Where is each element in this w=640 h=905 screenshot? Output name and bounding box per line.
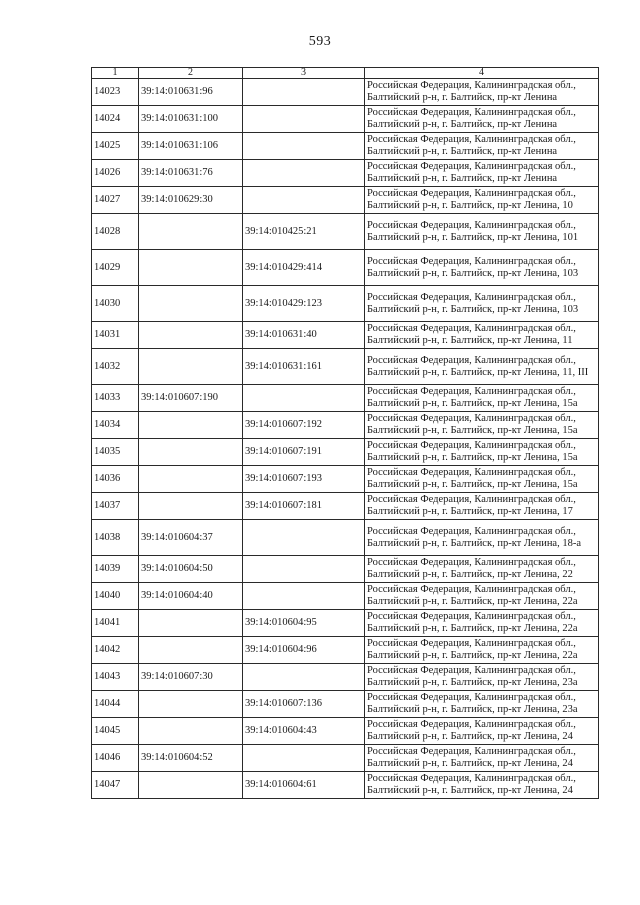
column-header-3: 3 — [243, 68, 365, 79]
cadastral-number-cell: 39:14:010607:190 — [139, 385, 243, 412]
address-cell: Российская Федерация, Калининградская обл., Балтийский р-н, г. Балтийск, пр-кт Ленина, 22 — [365, 556, 599, 583]
table-row — [92, 79, 599, 106]
record-number-cell: 14034 — [92, 412, 139, 439]
cadastral-number-cell — [243, 520, 365, 556]
cadastral-number-cell — [243, 160, 365, 187]
record-number-cell: 14044 — [92, 691, 139, 718]
table-row — [92, 691, 599, 718]
record-number-cell: 14046 — [92, 745, 139, 772]
column-header-1: 1 — [92, 68, 139, 79]
record-number-cell: 14038 — [92, 520, 139, 556]
cadastral-number-cell: 39:14:010607:192 — [243, 412, 365, 439]
record-number-cell: 14023 — [92, 79, 139, 106]
cadastral-number-cell — [243, 556, 365, 583]
registry-table-body — [92, 68, 599, 799]
table-row — [92, 286, 599, 322]
record-number-cell: 14039 — [92, 556, 139, 583]
table-row — [92, 664, 599, 691]
table-row — [92, 322, 599, 349]
cadastral-number-cell — [243, 385, 365, 412]
cadastral-number-cell — [139, 610, 243, 637]
cadastral-number-cell: 39:14:010631:106 — [139, 133, 243, 160]
cadastral-number-cell: 39:14:010604:96 — [243, 637, 365, 664]
cadastral-number-cell: 39:14:010631:76 — [139, 160, 243, 187]
cadastral-number-cell — [243, 133, 365, 160]
cadastral-number-cell: 39:14:010425:21 — [243, 214, 365, 250]
address-cell: Российская Федерация, Калининградская обл., Балтийский р-н, г. Балтийск, пр-кт Ленина — [365, 160, 599, 187]
table-row — [92, 772, 599, 799]
table-row — [92, 439, 599, 466]
cadastral-number-cell — [243, 106, 365, 133]
table-row — [92, 610, 599, 637]
table-row — [92, 556, 599, 583]
address-cell: Российская Федерация, Калининградская обл., Балтийский р-н, г. Балтийск, пр-кт Ленина, 24 — [365, 772, 599, 799]
cadastral-number-cell: 39:14:010604:52 — [139, 745, 243, 772]
address-cell: Российская Федерация, Калининградская обл., Балтийский р-н, г. Балтийск, пр-кт Ленина, 11 — [365, 322, 599, 349]
table-row — [92, 385, 599, 412]
cadastral-number-cell: 39:14:010607:193 — [243, 466, 365, 493]
table-row — [92, 106, 599, 133]
cadastral-number-cell — [139, 718, 243, 745]
table-row — [92, 466, 599, 493]
cadastral-number-cell — [243, 187, 365, 214]
address-cell: Российская Федерация, Калининградская обл., Балтийский р-н, г. Балтийск, пр-кт Ленина — [365, 106, 599, 133]
address-cell: Российская Федерация, Калининградская обл., Балтийский р-н, г. Балтийск, пр-кт Ленина, 101 — [365, 214, 599, 250]
cadastral-number-cell: 39:14:010631:161 — [243, 349, 365, 385]
address-cell: Российская Федерация, Калининградская обл., Балтийский р-н, г. Балтийск, пр-кт Ленина, 15а — [365, 439, 599, 466]
address-cell: Российская Федерация, Калининградская обл., Балтийский р-н, г. Балтийск, пр-кт Ленина, 24 — [365, 745, 599, 772]
cadastral-number-cell — [139, 493, 243, 520]
address-cell: Российская Федерация, Калининградская обл., Балтийский р-н, г. Балтийск, пр-кт Ленина, 15а — [365, 412, 599, 439]
cadastral-number-cell — [243, 664, 365, 691]
cadastral-number-cell — [139, 250, 243, 286]
cadastral-number-cell — [243, 745, 365, 772]
address-cell: Российская Федерация, Калининградская обл., Балтийский р-н, г. Балтийск, пр-кт Ленина, 22а — [365, 610, 599, 637]
record-number-cell: 14027 — [92, 187, 139, 214]
record-number-cell: 14042 — [92, 637, 139, 664]
address-cell: Российская Федерация, Калининградская обл., Балтийский р-н, г. Балтийск, пр-кт Ленина, 23а — [365, 664, 599, 691]
record-number-cell: 14033 — [92, 385, 139, 412]
record-number-cell: 14025 — [92, 133, 139, 160]
cadastral-number-cell — [139, 466, 243, 493]
table-row — [92, 745, 599, 772]
record-number-cell: 14043 — [92, 664, 139, 691]
table-row — [92, 160, 599, 187]
table-row — [92, 412, 599, 439]
table-row — [92, 637, 599, 664]
table-row — [92, 250, 599, 286]
cadastral-number-cell — [243, 79, 365, 106]
address-cell: Российская Федерация, Калининградская обл., Балтийский р-н, г. Балтийск, пр-кт Ленина — [365, 79, 599, 106]
address-cell: Российская Федерация, Калининградская обл., Балтийский р-н, г. Балтийск, пр-кт Ленина, 18-а — [365, 520, 599, 556]
record-number-cell: 14032 — [92, 349, 139, 385]
cadastral-number-cell — [139, 772, 243, 799]
cadastral-number-cell: 39:14:010604:95 — [243, 610, 365, 637]
record-number-cell: 14029 — [92, 250, 139, 286]
cadastral-number-cell: 39:14:010607:136 — [243, 691, 365, 718]
address-cell: Российская Федерация, Калининградская обл., Балтийский р-н, г. Балтийск, пр-кт Ленина, 22а — [365, 637, 599, 664]
cadastral-number-cell — [243, 583, 365, 610]
record-number-cell: 14041 — [92, 610, 139, 637]
table-row — [92, 214, 599, 250]
cadastral-number-cell: 39:14:010631:40 — [243, 322, 365, 349]
cadastral-number-cell: 39:14:010631:100 — [139, 106, 243, 133]
cadastral-number-cell: 39:14:010429:414 — [243, 250, 365, 286]
table-row — [92, 718, 599, 745]
address-cell: Российская Федерация, Калининградская обл., Балтийский р-н, г. Балтийск, пр-кт Ленина, 15а — [365, 466, 599, 493]
registry-table — [91, 67, 599, 799]
cadastral-number-cell — [139, 349, 243, 385]
cadastral-number-cell: 39:14:010607:191 — [243, 439, 365, 466]
address-cell: Российская Федерация, Калининградская обл., Балтийский р-н, г. Балтийск, пр-кт Ленина — [365, 133, 599, 160]
table-row — [92, 133, 599, 160]
cadastral-number-cell — [139, 322, 243, 349]
table-row — [92, 493, 599, 520]
record-number-cell: 14040 — [92, 583, 139, 610]
cadastral-number-cell: 39:14:010604:37 — [139, 520, 243, 556]
address-cell: Российская Федерация, Калининградская обл., Балтийский р-н, г. Балтийск, пр-кт Ленина, 17 — [365, 493, 599, 520]
cadastral-number-cell — [139, 637, 243, 664]
record-number-cell: 14036 — [92, 466, 139, 493]
address-cell: Российская Федерация, Калининградская обл., Балтийский р-н, г. Балтийск, пр-кт Ленина, 103 — [365, 286, 599, 322]
record-number-cell: 14037 — [92, 493, 139, 520]
cadastral-number-cell: 39:14:010604:50 — [139, 556, 243, 583]
record-number-cell: 14030 — [92, 286, 139, 322]
record-number-cell: 14035 — [92, 439, 139, 466]
address-cell: Российская Федерация, Калининградская обл., Балтийский р-н, г. Балтийск, пр-кт Ленина, 23а — [365, 691, 599, 718]
address-cell: Российская Федерация, Калининградская обл., Балтийский р-н, г. Балтийск, пр-кт Ленина, 11, III — [365, 349, 599, 385]
address-cell: Российская Федерация, Калининградская обл., Балтийский р-н, г. Балтийск, пр-кт Ленина, 24 — [365, 718, 599, 745]
cadastral-number-cell: 39:14:010429:123 — [243, 286, 365, 322]
table-row — [92, 520, 599, 556]
table-row — [92, 187, 599, 214]
column-header-2: 2 — [139, 68, 243, 79]
cadastral-number-cell: 39:14:010604:43 — [243, 718, 365, 745]
table-header-row — [92, 68, 599, 79]
table-row — [92, 349, 599, 385]
cadastral-number-cell: 39:14:010629:30 — [139, 187, 243, 214]
cadastral-number-cell — [139, 286, 243, 322]
cadastral-number-cell: 39:14:010604:61 — [243, 772, 365, 799]
address-cell: Российская Федерация, Калининградская обл., Балтийский р-н, г. Балтийск, пр-кт Ленина, 22а — [365, 583, 599, 610]
cadastral-number-cell — [139, 439, 243, 466]
page-number: 593 — [308, 34, 332, 49]
table-row — [92, 583, 599, 610]
cadastral-number-cell: 39:14:010631:96 — [139, 79, 243, 106]
address-cell: Российская Федерация, Калининградская обл., Балтийский р-н, г. Балтийск, пр-кт Ленина, 103 — [365, 250, 599, 286]
record-number-cell: 14024 — [92, 106, 139, 133]
cadastral-number-cell — [139, 412, 243, 439]
record-number-cell: 14047 — [92, 772, 139, 799]
address-cell: Российская Федерация, Калининградская обл., Балтийский р-н, г. Балтийск, пр-кт Ленина, 15а — [365, 385, 599, 412]
record-number-cell: 14045 — [92, 718, 139, 745]
cadastral-number-cell: 39:14:010607:181 — [243, 493, 365, 520]
cadastral-number-cell — [139, 214, 243, 250]
address-cell: Российская Федерация, Калининградская обл., Балтийский р-н, г. Балтийск, пр-кт Ленина, 10 — [365, 187, 599, 214]
column-header-4: 4 — [365, 68, 599, 79]
record-number-cell: 14031 — [92, 322, 139, 349]
cadastral-number-cell: 39:14:010607:30 — [139, 664, 243, 691]
cadastral-number-cell: 39:14:010604:40 — [139, 583, 243, 610]
record-number-cell: 14026 — [92, 160, 139, 187]
record-number-cell: 14028 — [92, 214, 139, 250]
cadastral-number-cell — [139, 691, 243, 718]
